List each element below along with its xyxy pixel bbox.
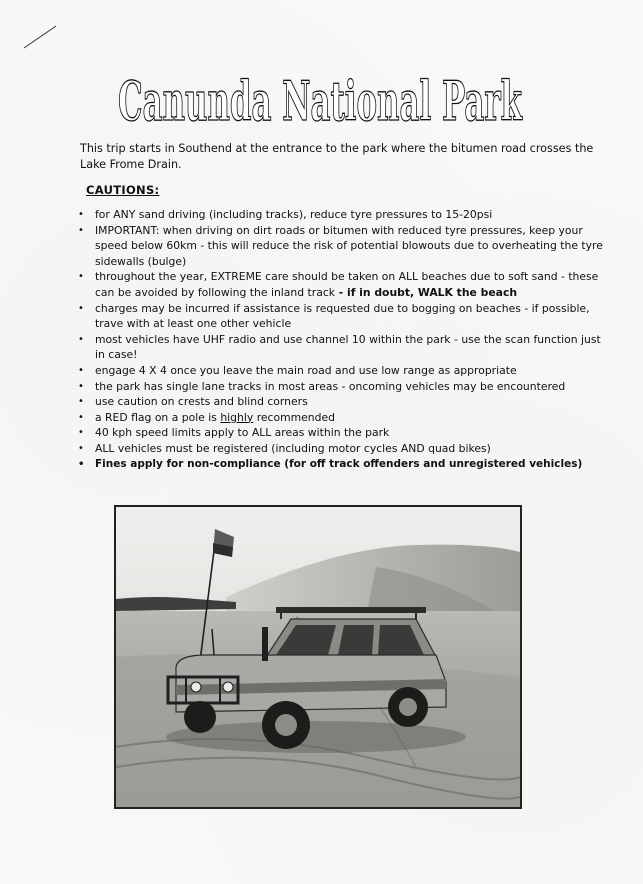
list-item: • for ANY sand driving (including tracks), reduce tyre pressures to 15-20psi	[78, 208, 493, 221]
bullet-icon: •	[78, 380, 84, 392]
bullet-icon: •	[78, 442, 84, 454]
bullet-icon: •	[78, 302, 84, 314]
list-item: • ALL vehicles must be registered (including motor cycles AND quad bikes)	[78, 441, 491, 455]
list-item: • 40 kph speed limits apply to ALL areas within the park	[78, 426, 390, 440]
bullet-icon: •	[78, 209, 84, 220]
bullet-icon: •	[78, 333, 84, 345]
list-item: • a RED flag on a pole is highly recommended	[78, 410, 335, 424]
list-item: • most vehicles have UHF radio and use channel 10 within the park - use the scan function just in case!	[78, 332, 601, 362]
list-item: • the park has single lane tracks in most areas - oncoming vehicles may be encountered	[78, 379, 566, 393]
list-item: • Fines apply for non-compliance (for off track offenders and unregistered vehicles)	[76, 457, 612, 473]
bullet-icon: •	[78, 396, 84, 408]
list-item: • charges may be incurred if assistance is requested due to bogging on beaches - if possible, trave with at least one other vehicle	[78, 301, 590, 331]
vehicle-photo	[114, 505, 522, 809]
cautions-list	[76, 207, 612, 472]
pen-mark	[22, 22, 62, 52]
list-item: • engage 4 X 4 once you leave the main road and use low range as appropriate	[78, 363, 517, 377]
bullet-icon: •	[78, 458, 85, 470]
page-title	[60, 66, 580, 136]
cautions-heading: CAUTIONS:	[86, 183, 160, 197]
bullet-icon: •	[78, 271, 84, 283]
list-item: • use caution on crests and blind corners	[78, 395, 308, 409]
photo-illustration	[116, 507, 520, 807]
intro-paragraph: This trip starts in Southend at the entrance to the park where the bitumen road crosses the Lake Frome Drain.	[80, 142, 594, 171]
list-item: • IMPORTANT: when driving on dirt roads or bitumen with reduced tyre pressures, keep your speed below 60km - this will reduce the risk of potential blowouts due to overheating the tyre sidewalls (bulge)	[78, 223, 603, 268]
list-item: • throughout the year, EXTREME care should be taken on ALL beaches due to soft sand - these can be avoided by following the inland track - if in doubt, WALK the beach	[78, 270, 599, 299]
title-text: Canunda National Park	[118, 69, 523, 133]
bullet-icon: •	[78, 364, 84, 376]
bullet-icon: •	[78, 224, 84, 236]
bullet-icon: •	[78, 411, 84, 423]
bullet-icon: •	[78, 427, 84, 439]
